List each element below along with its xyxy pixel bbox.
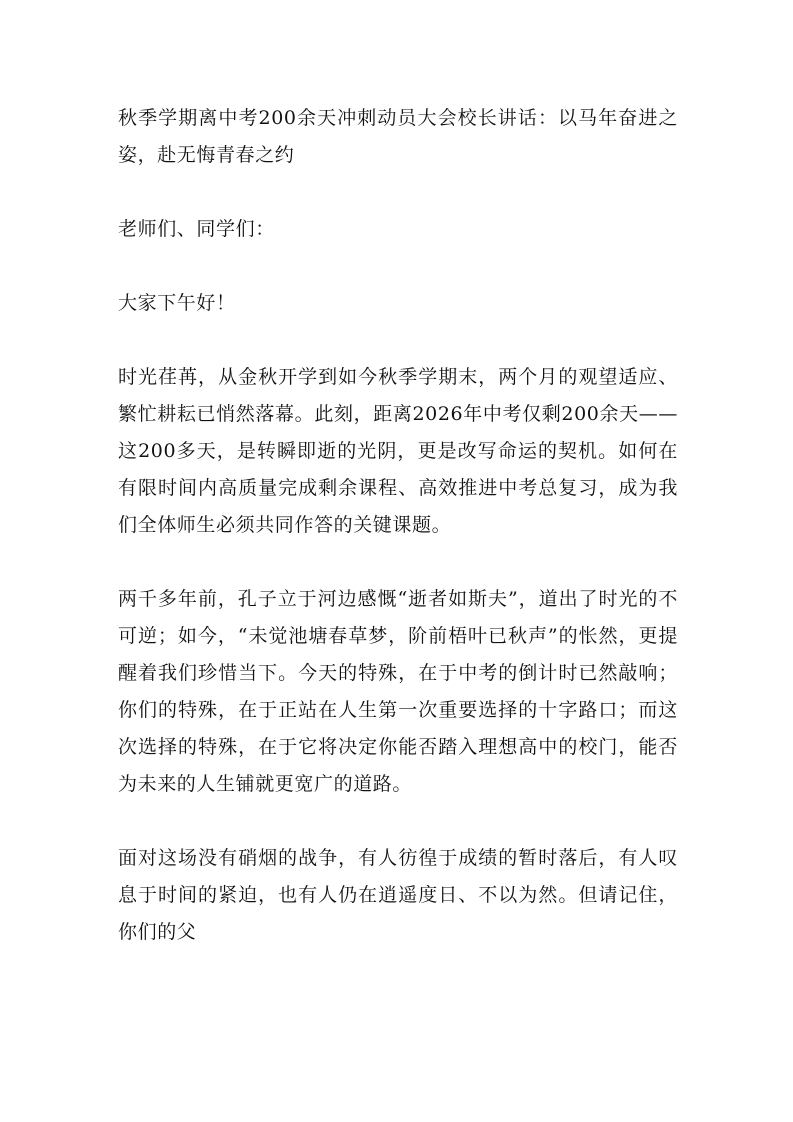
salutation: 老师们、同学们： [118, 218, 275, 240]
speech-title: 秋季学期离中考200余天冲刺动员大会校长讲话：以马年奋进之姿，赴无悔青春之约 [118, 107, 678, 166]
paragraph-1: 时光荏苒，从金秋开学到如今秋季学期末，两个月的观望适应、繁忙耕耘已悄然落幕。此刻，距离2026年中考仅剩200余天——这200多天，是转瞬即逝的光阴，更是改写命运的契机。如何在有限时间内高质量完成剩余课程、高效推进中考总复习，成为我们全体师生必须共同作答的关键课题。 [118, 366, 678, 536]
document-page [118, 100, 678, 951]
greeting: 大家下午好！ [118, 292, 236, 314]
paragraph-3: 面对这场没有硝烟的战争，有人彷徨于成绩的暂时落后，有人叹息于时间的紧迫，也有人仍在逍遥度日、不以为然。但请记住，你们的父 [118, 847, 678, 943]
paragraph-2: 两千多年前，孔子立于河边感慨“逝者如斯夫”，道出了时光的不可逆；如今，“未觉池塘春草梦，阶前梧叶已秋声”的怅然，更提醒着我们珍惜当下。今天的特殊，在于中考的倒计时已然敲响；你们的特殊，在于正站在人生第一次重要选择的十字路口；而这次选择的特殊，在于它将决定你能否踏入理想高中的校门，能否为未来的人生铺就更宽广的道路。 [118, 588, 678, 795]
